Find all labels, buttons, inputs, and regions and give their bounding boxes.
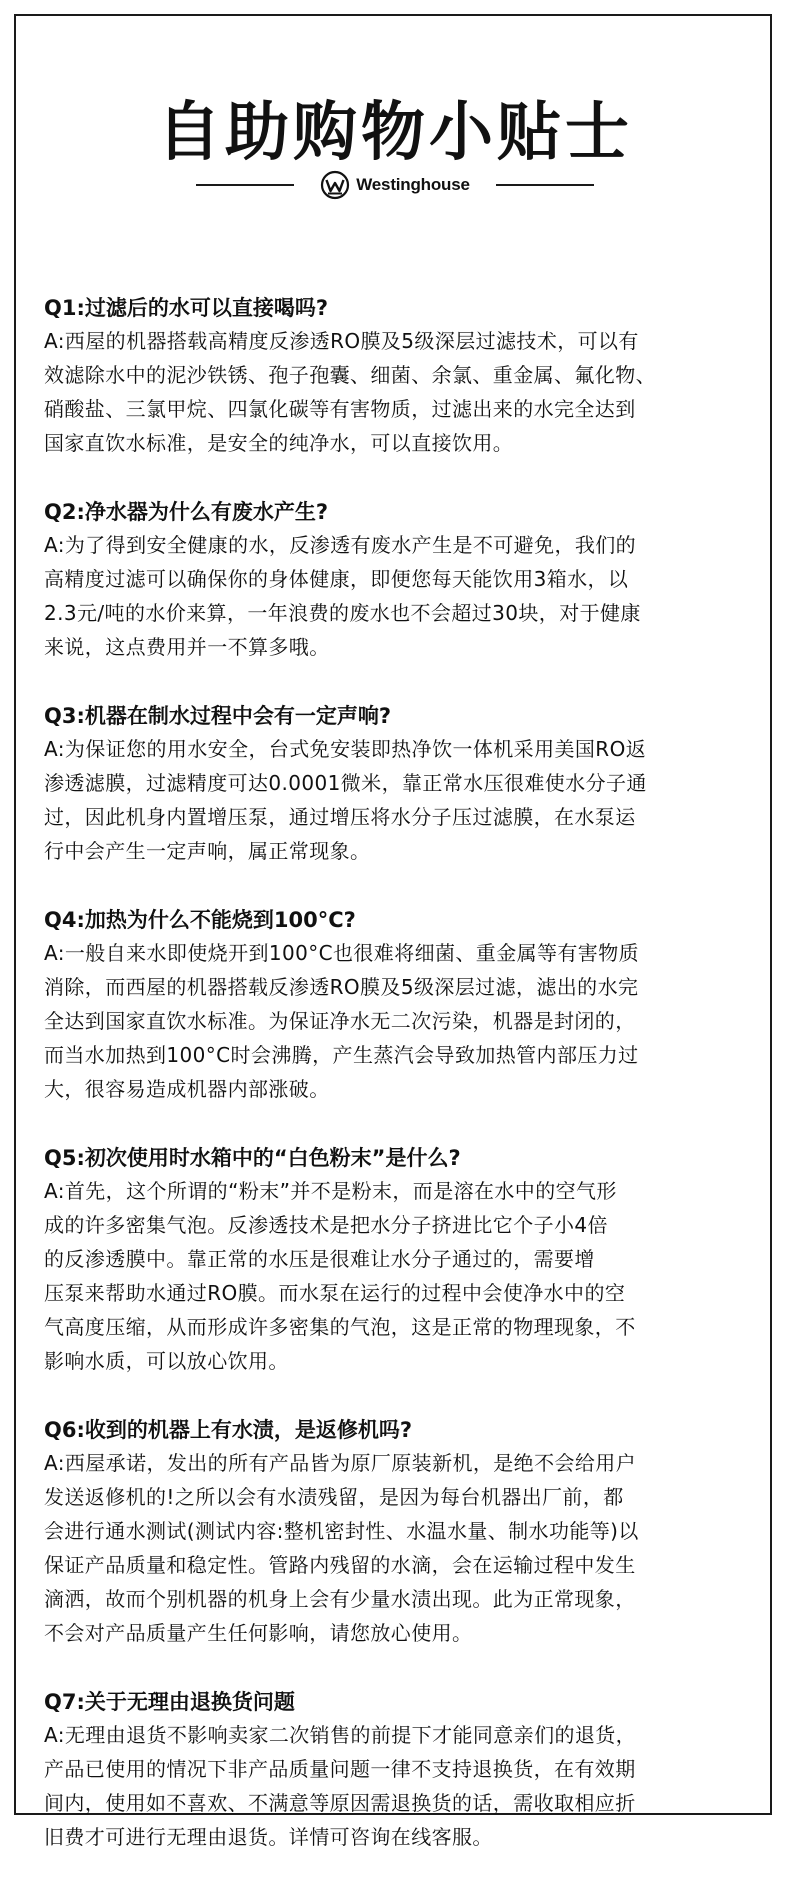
faq-answer-line: 国家直饮水标准，是安全的纯净水，可以直接饮用。 <box>44 431 514 455</box>
faq-answer-line: 滴洒，故而个别机器的机身上会有少量水渍出现。此为正常现象， <box>44 1587 636 1611</box>
faq-answer <box>44 528 754 664</box>
faq-answer-line: A:首先，这个所谓的“粉末”并不是粉末，而是溶在水中的空气形 <box>44 1179 617 1203</box>
faq-answer-line: 效滤除水中的泥沙铁锈、孢子孢囊、细菌、余氯、重金属、氟化物、 <box>44 363 656 387</box>
faq-answer-line: 间内，使用如不喜欢、不满意等原因需退换货的话，需收取相应折 <box>44 1791 636 1815</box>
faq-answer <box>44 936 754 1106</box>
westinghouse-logo-icon <box>320 170 350 200</box>
faq-answer-line: 成的许多密集气泡。反渗透技术是把水分子挤进比它个子小4倍 <box>44 1213 608 1237</box>
divider-line-right <box>496 184 594 186</box>
brand-divider <box>0 168 790 202</box>
faq-answer-line: 过，因此机身内置增压泵，通过增压将水分子压过滤膜，在水泵运 <box>44 805 636 829</box>
faq-list <box>44 292 754 1890</box>
faq-question: Q4:加热为什么不能烧到100°C? <box>44 908 356 932</box>
faq-answer-line: 行中会产生一定声响，属正常现象。 <box>44 839 371 863</box>
faq-answer-line: A:西屋的机器搭载高精度反渗透RO膜及5级深层过滤技术，可以有 <box>44 329 639 353</box>
faq-answer <box>44 732 754 868</box>
faq-question: Q6:收到的机器上有水渍，是返修机吗? <box>44 1418 413 1442</box>
faq-answer-line: 保证产品质量和稳定性。管路内残留的水滴，会在运输过程中发生 <box>44 1553 636 1577</box>
page-title: 自助购物小贴士 <box>157 95 633 170</box>
faq-question: Q5:初次使用时水箱中的“白色粉末”是什么? <box>44 1146 461 1170</box>
faq-item <box>44 1414 754 1650</box>
faq-answer-line: 会进行通水测试(测试内容:整机密封性、水温水量、制水功能等)以 <box>44 1519 639 1543</box>
faq-question: Q1:过滤后的水可以直接喝吗? <box>44 296 329 320</box>
faq-answer-line: 的反渗透膜中。靠正常的水压是很难让水分子通过的，需要增 <box>44 1247 595 1271</box>
divider-line-left <box>196 184 294 186</box>
faq-answer <box>44 1446 754 1650</box>
faq-answer-line: 渗透滤膜，过滤精度可达0.0001微米，靠正常水压很难使水分子通 <box>44 771 647 795</box>
faq-answer-line: 消除，而西屋的机器搭载反渗透RO膜及5级深层过滤，滤出的水完 <box>44 975 639 999</box>
brand-logo <box>320 170 469 200</box>
faq-answer-line: 大，很容易造成机器内部涨破。 <box>44 1077 330 1101</box>
faq-answer-line: 而当水加热到100°C时会沸腾，产生蒸汽会导致加热管内部压力过 <box>44 1043 639 1067</box>
faq-answer-line: 2.3元/吨的水价来算，一年浪费的废水也不会超过30块，对于健康 <box>44 601 641 625</box>
faq-item <box>44 496 754 664</box>
faq-answer <box>44 1174 754 1378</box>
faq-item <box>44 904 754 1106</box>
faq-answer-line: A:为保证您的用水安全，台式免安装即热净饮一体机采用美国RO返 <box>44 737 647 761</box>
faq-answer-line: 压泵来帮助水通过RO膜。而水泵在运行的过程中会使净水中的空 <box>44 1281 626 1305</box>
faq-question: Q7:关于无理由退换货问题 <box>44 1690 295 1714</box>
faq-answer-line: 来说，这点费用并一不算多哦。 <box>44 635 330 659</box>
faq-answer-line: A:无理由退货不影响卖家二次销售的前提下才能同意亲们的退货， <box>44 1723 637 1747</box>
faq-answer-line: 旧费才可进行无理由退货。详情可咨询在线客服。 <box>44 1825 493 1849</box>
brand-name: Westinghouse <box>356 175 470 194</box>
faq-answer-line: 全达到国家直饮水标准。为保证净水无二次污染，机器是封闭的， <box>44 1009 636 1033</box>
faq-answer-line: 不会对产品质量产生任何影响，请您放心使用。 <box>44 1621 473 1645</box>
faq-item <box>44 1686 754 1854</box>
faq-answer <box>44 324 754 460</box>
faq-answer <box>44 1718 754 1854</box>
faq-item <box>44 292 754 460</box>
faq-item <box>44 1142 754 1378</box>
faq-item <box>44 700 754 868</box>
faq-answer-line: A:西屋承诺，发出的所有产品皆为原厂原装新机，是绝不会给用户 <box>44 1451 637 1475</box>
faq-answer-line: 高精度过滤可以确保你的身体健康，即便您每天能饮用3箱水，以 <box>44 567 629 591</box>
faq-answer-line: 气高度压缩，从而形成许多密集的气泡，这是正常的物理现象，不 <box>44 1315 636 1339</box>
faq-answer-line: 硝酸盐、三氯甲烷、四氯化碳等有害物质，过滤出来的水完全达到 <box>44 397 636 421</box>
faq-answer-line: 影响水质，可以放心饮用。 <box>44 1349 289 1373</box>
faq-question: Q3:机器在制水过程中会有一定声响? <box>44 704 392 728</box>
faq-question: Q2:净水器为什么有废水产生? <box>44 500 329 524</box>
faq-answer-line: A:一般自来水即使烧开到100°C也很难将细菌、重金属等有害物质 <box>44 941 640 965</box>
faq-answer-line: 产品已使用的情况下非产品质量问题一律不支持退换货，在有效期 <box>44 1757 636 1781</box>
faq-answer-line: 发送返修机的!之所以会有水渍残留，是因为每台机器出厂前，都 <box>44 1485 624 1509</box>
faq-answer-line: A:为了得到安全健康的水，反渗透有废水产生是不可避免，我们的 <box>44 533 637 557</box>
